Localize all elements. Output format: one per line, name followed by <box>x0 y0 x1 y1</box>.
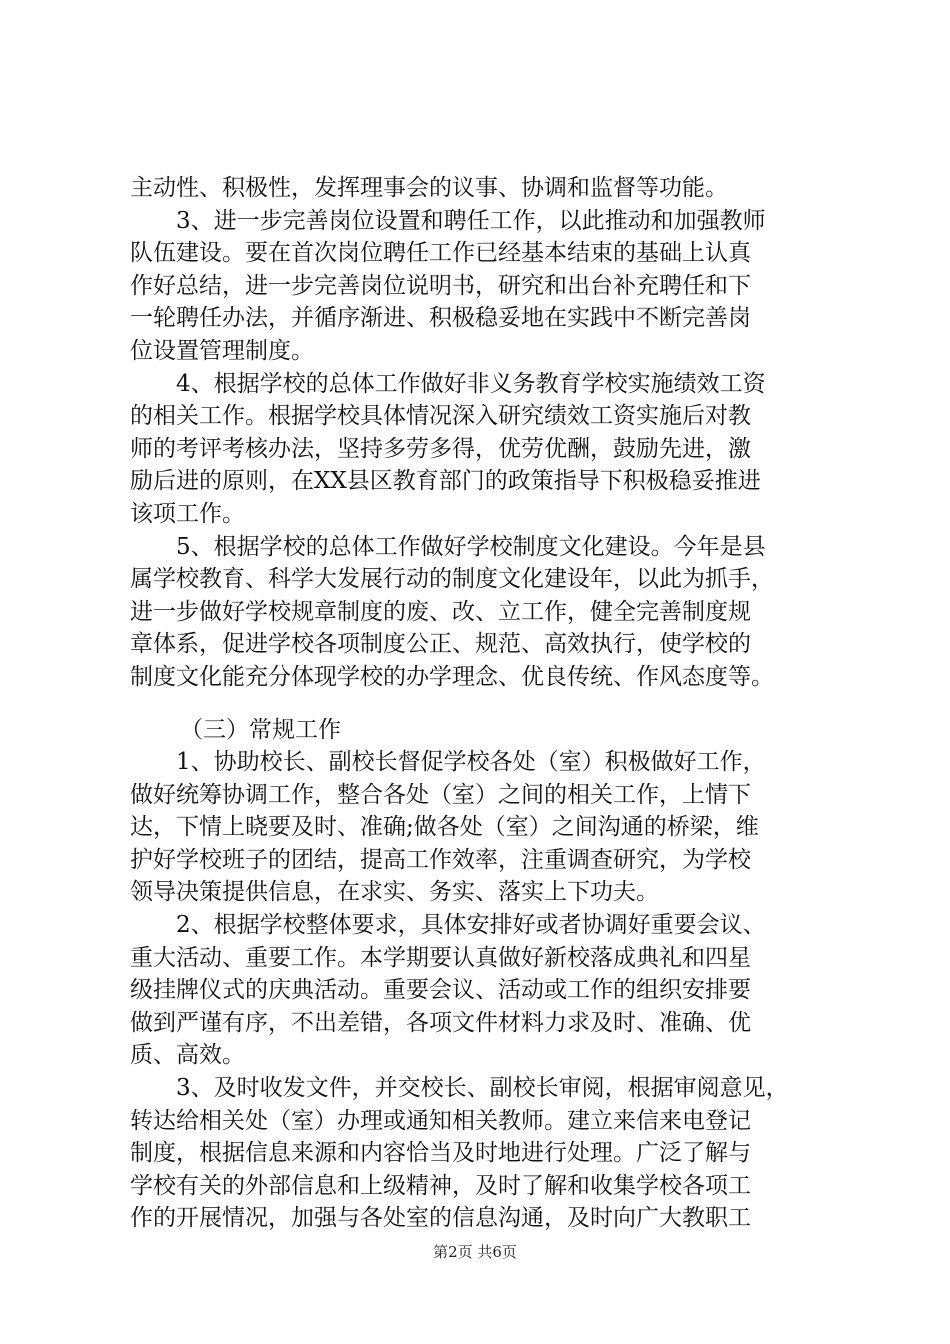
text-line: 的相关工作。根据学校具体情况深入研究绩效工资实施后对教 <box>130 403 751 430</box>
text-line: 队伍建设。要在首次岗位聘任工作已经基本结束的基础上认真 <box>130 240 751 267</box>
page-number-label: 第2页 共6页 <box>433 1243 517 1261</box>
text-line: 作好总结，进一步完善岗位说明书，研究和出台补充聘任和下 <box>130 272 751 299</box>
text-line: 护好学校班子的团结，提高工作效率，注重调查研究，为学校 <box>130 846 751 873</box>
text-line: 章体系，促进学校各项制度公正、规范、高效执行，使学校的 <box>130 631 751 658</box>
text-line: 一轮聘任办法，并循序渐进、积极稳妥地在实践中不断完善岗 <box>130 305 751 332</box>
section-heading: （三）常规工作 <box>180 716 341 743</box>
text-line: 领导决策提供信息，在求实、务实、落实上下功夫。 <box>130 879 659 906</box>
text-line: 1、协助校长、副校长督促学校各处（室）积极做好工作， <box>176 749 766 776</box>
text-line: 进一步做好学校规章制度的废、改、立工作，健全完善制度规 <box>130 598 751 625</box>
document-body <box>130 172 830 1235</box>
text-line: 制度文化能充分体现学校的办学理念、优良传统、作风态度等。 <box>130 663 774 690</box>
text-line: 达，下情上晓要及时、准确;做各处（室）之间沟通的桥梁，维 <box>130 814 759 841</box>
text-line: 属学校教育、科学大发展行动的制度文化建设年，以此为抓手， <box>130 566 774 593</box>
text-line: 2、根据学校整体要求，具体安排好或者协调好重要会议、 <box>176 912 766 939</box>
text-line: 3、进一步完善岗位设置和聘任工作，以此推动和加强教师 <box>176 207 766 234</box>
text-line: 主动性、积极性，发挥理事会的议事、协调和监督等功能。 <box>130 175 728 201</box>
text-line: 制度，根据信息来源和内容恰当及时地进行处理。广泛了解与 <box>130 1140 751 1167</box>
text-line: 该项工作。 <box>130 500 245 527</box>
page-footer <box>0 1241 950 1262</box>
text-line: 转达给相关处（室）办理或通知相关教师。建立来信来电登记 <box>130 1107 751 1134</box>
text-line: 学校有关的外部信息和上级精神，及时了解和收集学校各项工 <box>130 1172 751 1199</box>
text-line: 重大活动、重要工作。本学期要认真做好新校落成典礼和四星 <box>130 944 751 971</box>
text-line: 做好统筹协调工作，整合各处（室）之间的相关工作，上情下 <box>130 781 751 808</box>
paragraph-gap <box>130 694 830 714</box>
text-line: 师的考评考核办法，坚持多劳多得，优劳优酬，鼓励先进，激 <box>130 435 751 462</box>
text-line: 位设置管理制度。 <box>130 337 314 364</box>
text-line: 4、根据学校的总体工作做好非义务教育学校实施绩效工资 <box>176 370 766 397</box>
text-line: 质、高效。 <box>130 1042 245 1069</box>
text-line: 3、及时收发文件，并交校长、副校长审阅，根据审阅意见， <box>176 1075 789 1102</box>
text-line: 5、根据学校的总体工作做好学校制度文化建设。今年是县 <box>176 533 766 560</box>
text-line: 励后进的原则，在XX县区教育部门的政策指导下积极稳妥推进 <box>130 468 761 495</box>
text-line: 做到严谨有序，不出差错，各项文件材料力求及时、准确、优 <box>130 1009 751 1036</box>
text-line: 级挂牌仪式的庆典活动。重要会议、活动或工作的组织安排要 <box>130 977 751 1004</box>
text-line: 作的开展情况，加强与各处室的信息沟通，及时向广大教职工 <box>130 1205 751 1232</box>
